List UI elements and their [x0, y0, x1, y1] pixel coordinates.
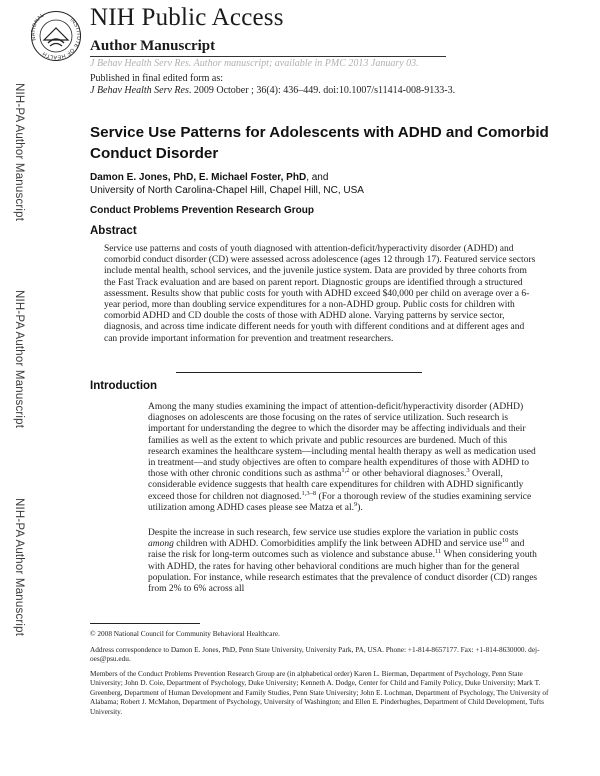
side-watermark-bottom: NIH-PA Author Manuscript	[13, 498, 25, 637]
citation-ref: 1,2	[341, 467, 350, 475]
introduction-paragraph-2: Despite the increase in such research, few service use studies explore the variation in public costs among children with ADHD. Comorbidities amplify the link between ADHD and service use$^{10}$ and raise the risk for long-term outcomes such as violence and substance abuse.$^{11}$ When considering youth with ADHD, the rates for having other behavioral conditions are much higher than for the general population. For instance, while research estimates that the prevalence of conduct disorder (CD) ranges from 2% to 6% across all	[148, 528, 538, 595]
research-group: Conduct Problems Prevention Research Group	[90, 205, 314, 216]
header-title: NIH Public Access	[90, 4, 284, 31]
citation-ref: 1,3–8	[301, 489, 317, 497]
author-line-tail: , and	[306, 172, 329, 183]
side-watermark-middle: NIH-PA Author Manuscript	[13, 290, 25, 429]
footnote-members: Members of the Conduct Problems Prevention Research Group are (in alphabetical order) Karen L. Bierman, Department of Psychology, Penn State University; John D. Coie, Department of Psychology, Duke University; Kenneth A. Dodge, Center for Child and Family Policy, Duke University; Mark T. Greenberg, Department of Human Development and Family Studies, Penn State University; John E. Lochman, Department of Psychology, The University of Alabama; Robert J. McMahon, Department of Psychology, University of Washington; and Ellen E. Pinderhughes, Department of Child Development, Tufts University.	[90, 669, 549, 716]
article-title: Service Use Patterns for Adolescents with ADHD and Comorbid Conduct Disorder	[90, 124, 549, 162]
citation-ref: 10	[501, 537, 509, 545]
citation-ref: 11	[435, 548, 442, 556]
footnote-rule	[90, 623, 200, 624]
author-1: Damon E. Jones, PhD	[90, 172, 194, 183]
abstract-heading: Abstract	[90, 225, 137, 237]
abstract-text: Service use patterns and costs of youth diagnosed with attention-deficit/hyperactivity disorder (ADHD) and comorbid conduct disorder (CD) were assessed across adolescence (ages 12 through 17). Featured service sectors include mental health, school services, and the juvenile justice system. Data are provided by three cohorts from the Fast Track evaluation and are based on parent report. Diagnostic groups are identified through a structured assessment. Results show that public costs for youth with ADHD exceed $40,000 per child on average over a 6-year period, more than doubling service expenditures for a non-ADHD group. Public costs for children with comorbid ADHD and CD double the costs of those with ADHD alone. Varying patterns by service sector, diagnosis, and across time indicate different needs for youth with different conditions and at different ages and can provide important information for prevention and treatment researchers.	[104, 244, 536, 344]
nih-seal-logo	[30, 10, 82, 62]
citation-ref: 9	[354, 500, 358, 508]
footnote-address: Address correspondence to Damon E. Jones, PhD, Penn State University, University Park, PA, USA. Phone: +1-814-8657177. Fax: +1-814-8630000. dej-oes@psu.edu.	[90, 645, 540, 664]
author-2: E. Michael Foster, PhD	[198, 172, 307, 183]
seal-ring-text-bottom: OF HEALTH	[41, 46, 76, 60]
abstract-divider	[176, 372, 422, 373]
published-details: . 2009 October ; 36(4): 436–449. doi:10.1007/s11414-008-9133-3.	[188, 85, 456, 96]
side-watermark-top: NIH-PA Author Manuscript	[13, 83, 25, 222]
header-rule	[90, 56, 446, 57]
affiliation: University of North Carolina-Chapel Hill, Chapel Hill, NC, USA	[90, 185, 364, 196]
citation-ref: 3	[466, 467, 470, 475]
published-label: Published in final edited form as:	[90, 73, 224, 84]
header-citation	[90, 58, 419, 69]
header-citation-tail: . Author manuscript; available in PMC 2013 January 03.	[188, 58, 419, 69]
header-subtitle: Author Manuscript	[90, 38, 216, 54]
author-line: Damon E. Jones, PhD, E. Michael Foster, PhD, and	[90, 172, 329, 183]
footnote-copyright: © 2008 National Council for Community Behavioral Healthcare.	[90, 629, 280, 638]
header-citation-journal: J Behav Health Serv Res	[90, 58, 189, 69]
seal-ring-text-right: INSTITUTE	[68, 17, 82, 49]
introduction-heading: Introduction	[90, 380, 158, 392]
published-journal: J Behav Health Serv Res	[90, 85, 189, 96]
published-citation	[90, 85, 455, 96]
emphasis-word: among	[148, 539, 174, 550]
introduction-paragraph-1: Among the many studies examining the impact of attention-deficit/hyperactivity disorder (ADHD) diagnoses on adolescents are those focusing on the rates of service utilization. Such research is important for understanding the degree to which the disorder may be affecting individuals and their families as well as the extent to which private and public resources are burdened. Much of this research examines the healthcare system—including mental health therapy as well as medication used in treatment—and study objectives are often to compare health expenditures of those with ADHD to those with other chronic conditions such as asthma$^{1,2}$ or other behavioral diagnoses.$^3$ Overall, considerable evidence suggests that health care expenditures for children with ADHD significantly exceed those for children not diagnosed.$^{1,3-8}$ (For a thorough review of the studies examining service utilization among ADHD cases please see Matza et al.$^9$).	[148, 402, 536, 513]
seal-ring-text-top: NATIONAL	[30, 12, 46, 42]
